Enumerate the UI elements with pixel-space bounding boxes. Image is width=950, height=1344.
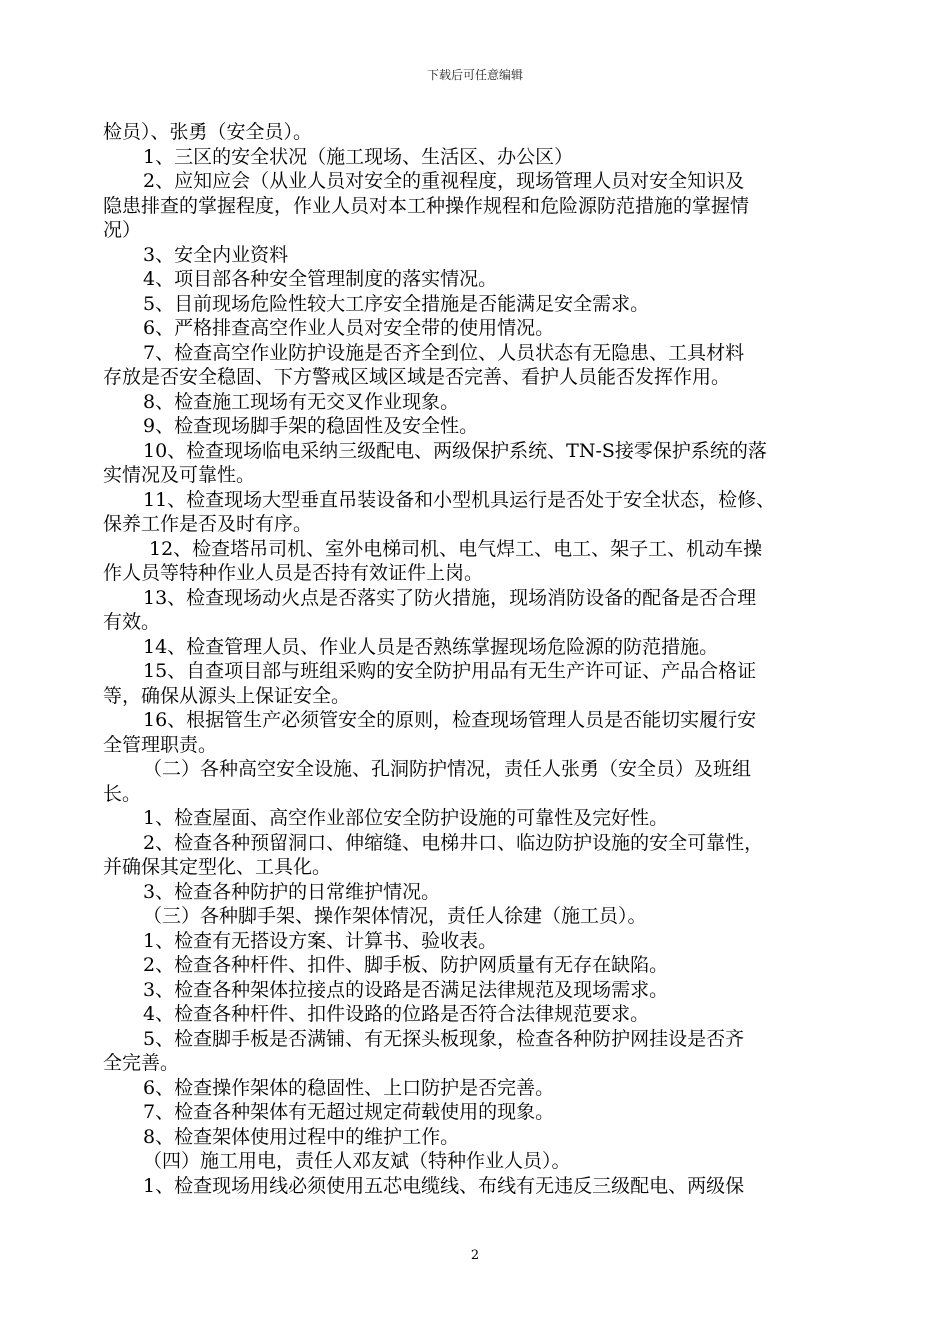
text-line: 1、检查有无搭设方案、计算书、验收表。 (143, 929, 498, 952)
text-line: 并确保其定型化、工具化。 (103, 856, 332, 878)
text-line: 况） (103, 219, 142, 241)
text-line: 7、检查高空作业防护设施是否齐全到位、人员状态有无隐患、工具材料 (143, 341, 745, 364)
page-number: 2 (470, 1248, 480, 1263)
text-line: 作人员等特种作业人员是否持有效证件上岗。 (103, 562, 484, 584)
text-line: 5、目前现场危险性较大工序安全措施是否能满足安全需求。 (143, 292, 650, 315)
text-line: 11、检查现场大型垂直吊装设备和小型机具运行是否处于安全状态，检修、 (143, 488, 776, 511)
text-line: 全完善。 (103, 1052, 180, 1074)
text-line: 2、应知应会（从业人员对安全的重视程度，现场管理人员对安全知识及 (143, 170, 745, 192)
text-line: 8、检查架体使用过程中的维护工作。 (143, 1125, 460, 1148)
text-line: 等，确保从源头上保证安全。 (103, 684, 351, 707)
text-line: （三）各种脚手架、操作架体情况，责任人徐建（施工员）。 (143, 905, 647, 927)
text-line: 3、安全内业资料 (143, 243, 289, 266)
text-line: 10、检查现场临电采纳三级配电、两级保护系统、TN-S接零保护系统的落 (143, 439, 767, 462)
text-line: 6、检查操作架体的稳固性、上口防护是否完善。 (143, 1076, 555, 1099)
text-line: 有效。 (103, 611, 161, 633)
text-line: 9、检查现场脚手架的稳固性及安全性。 (143, 415, 479, 437)
text-line: 实情况及可靠性。 (103, 464, 256, 486)
text-line: 6、严格排查高空作业人员对安全带的使用情况。 (143, 317, 555, 339)
text-line: 3、检查各种防护的日常维护情况。 (143, 880, 441, 903)
document-body (103, 120, 863, 1198)
text-line: 保养工作是否及时有序。 (103, 513, 313, 535)
text-line: 1、检查屋面、高空作业部位安全防护设施的可靠性及完好性。 (143, 807, 669, 829)
text-line: 1、检查现场用线必须使用五芯电缆线、布线有无违反三级配电、两级保 (143, 1174, 745, 1197)
text-line: 全管理职责。 (103, 733, 218, 756)
text-line: 4、检查各种杆件、扣件设路的位路是否符合法律规范要求。 (143, 1003, 650, 1025)
text-line: 1、三区的安全状况（施工现场、生活区、办公区） (143, 145, 574, 168)
page-header: 下载后可任意编辑 (426, 68, 523, 82)
text-line: 13、检查现场动火点是否落实了防火措施，现场消防设备的配备是否合理 (143, 586, 757, 609)
text-line: 15、自查项目部与班组采购的安全防护用品有无生产许可证、产品合格证 (143, 660, 757, 682)
text-line: 2、检查各种预留洞口、伸缩缝、电梯井口、临边防护设施的安全可靠性， (143, 831, 764, 854)
text-line: 14、检查管理人员、作业人员是否熟练掌握现场危险源的防范措施。 (143, 635, 719, 658)
text-line: 检员）、张勇（安全员）。 (103, 121, 313, 143)
text-line: 12、检查塔吊司机、室外电梯司机、电气焊工、电工、架子工、机动车操 (149, 537, 763, 560)
text-line: 7、检查各种架体有无超过规定荷载使用的现象。 (143, 1101, 555, 1123)
text-line: 长。 (103, 782, 142, 805)
text-line: 2、检查各种杆件、扣件、脚手板、防护网质量有无存在缺陷。 (143, 954, 669, 976)
text-line: 隐患排查的掌握程度，作业人员对本工种操作规程和危险源防范措施的掌握情 (103, 194, 750, 217)
text-line: （二）各种高空安全设施、孔洞防护情况，责任人张勇（安全员）及班组 (143, 758, 752, 780)
text-line: 8、检查施工现场有无交叉作业现象。 (143, 390, 460, 413)
text-line: 存放是否安全稳固、下方警戒区域区域是否完善、看护人员能否发挥作用。 (103, 366, 731, 388)
text-line: 16、根据管生产必须管安全的原则，检查现场管理人员是否能切实履行安 (143, 709, 757, 731)
text-line: 5、检查脚手板是否满铺、有无探头板现象，检查各种防护网挂设是否齐 (143, 1027, 745, 1050)
text-line: （四）施工用电，责任人邓友斌（特种作业人员）。 (143, 1150, 571, 1172)
text-line: 4、项目部各种安全管理制度的落实情况。 (143, 268, 498, 290)
text-line: 3、检查各种架体拉接点的设路是否满足法律规范及现场需求。 (143, 978, 669, 1001)
